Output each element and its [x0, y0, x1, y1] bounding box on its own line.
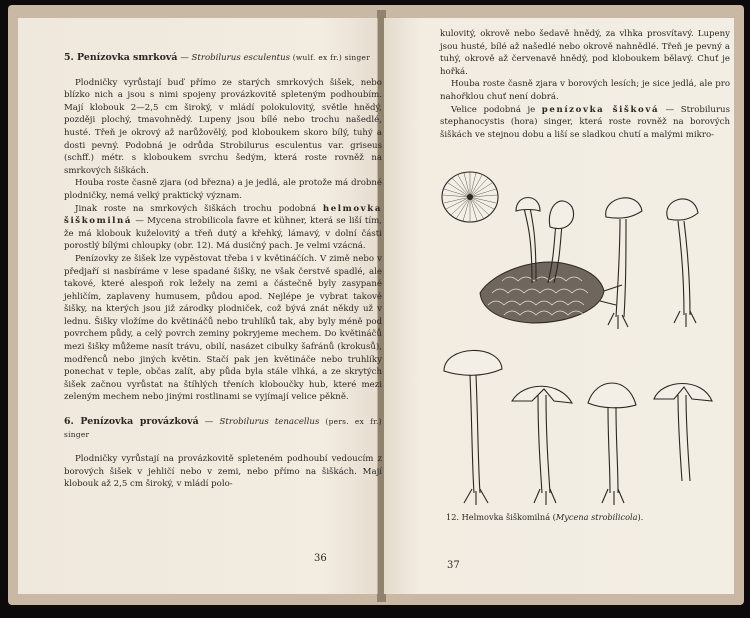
mushroom-illustration — [432, 163, 714, 533]
mushroom-side-view-drawing — [667, 199, 698, 327]
left-page — [18, 18, 382, 594]
paragraph: Houba roste časně zjara (od března) a je jedlá, ale protože má drobné plodničky, nemá velký praktický význam. — [64, 178, 382, 201]
page-number-right: 37 — [447, 560, 460, 571]
mushroom-gill-view-drawing — [442, 172, 498, 222]
mushroom-large-drawing — [444, 350, 502, 505]
section-5-heading: 5. Penízovka smrková — Strobilurus esculentus (wulf. ex fr.) singer — [64, 52, 371, 63]
paragraph: Jinak roste na smrkových šiškách trochu podobná helmovka šiškomilná — Mycena strobilicola favre et kühner, která se liší tím, že má klobouk kuželovitý a třeň dutý a křehký, lámavý, v dolní části porostlý bílými chloupky (obr. 12). Má dusičný pach. Je velmi vzácná. — [64, 203, 382, 252]
figure-caption: 12. Helmovka šiškomilná (Mycena strobilicola). — [446, 512, 644, 522]
left-page-text — [64, 52, 382, 491]
mushroom-conical-drawing — [588, 383, 636, 505]
paragraph: Plodničky vyrůstají buď přímo ze starých smrkových šišek, nebo blízko nich a jsou s nimi spojeny provázkovitě spleteným podhoubím. Mají klobouk 2—2,5 cm široký, v mládí polokulovitý, světle hnědý, později plochý, tmavohnědý. Lupeny jsou bílé nebo trochu našedlé, husté. Třeň je okrový až narůžovělý, pod kloboukem skoro bílý, tuhý a dosti pevný. Podobná je odrůda Strobilurus esculentus var. griseus (schff.) métr. s kloboukem svrchu šedým, která roste rovněž na smrkových šiškách. — [64, 77, 382, 176]
mushroom-cross-section-drawing — [512, 386, 572, 505]
page-number-left: 36 — [314, 553, 327, 564]
right-page-text — [440, 28, 730, 141]
right-page — [384, 18, 734, 594]
section-6-heading: 6. Penízovka provázková — Strobilurus tenacellus (pers. ex fr.) singer — [64, 416, 382, 439]
paragraph: kulovitý, okrově nebo šedavě hnědý, za vlhka prosvítavý. Lupeny jsou husté, bílé až našedlé nebo okrově nahnědlé. Třeň je pevný a tuhý, okrově až červenavě hnědý, pod kloboukem bělavý. Chuť je hořká. — [440, 29, 730, 77]
paragraph: Plodničky vyrůstají na provázkovitě spleteném podhoubí vedoucím z borových šišek v jehličí nebo v zemi, nebo přímo na šiškách. Mají klobouk až 2,5 cm široký, v mládí polo- — [64, 454, 382, 490]
paragraph: Penízovky ze šišek lze vypěstovat třeba i v květináčích. V zimě nebo v předjaří si nasbíráme v lese spadané šišky, ne však čerstvě spadlé, ale takové, které alespoň rok ležely na zemi a částečně byly zasypané jehličím, zaplaveny humusem, půdou apod. Nejlépe je vybrat takové šišky, na kterých jsou již zárodky plodniček, což bývá znát někdy už v lednu. Šišky vložíme do květináčů nebo truhlíků tak, aby byly méně pod povrchem půdy, a celý povrch zeminy pokryjeme mechem. Do květináčů mezi šišky můžeme nasít trávu, obilí, nasázet cibulky šafránů (krokusů), modřenců nebo jiných květin. Stačí pak jen květináče nebo truhlíky ponechat v teple, občas zalít, aby půda byla stále vlhká, a ze skrytých šišek začnou vyrůstat na štíhlých třeních kloboučky hub, které mezi zeleným mechem nebo jinými rostlinami se vyjímají velice pěkně. — [64, 253, 382, 403]
paragraph: Houba roste časně zjara v borových lesích; je sice jedlá, ale pro nahořklou chuť není dobrá. — [440, 79, 730, 102]
paragraph: Velice podobná je penízovka šišková — Strobilurus stephanocystis (hora) singer, která roste rovněž na borových šiškách ve stejnou dobu a liší se sladkou chutí a malými mikro- — [440, 104, 730, 140]
mushroom-side-view-drawing — [606, 198, 642, 329]
mushroom-halved-drawing — [654, 384, 712, 482]
